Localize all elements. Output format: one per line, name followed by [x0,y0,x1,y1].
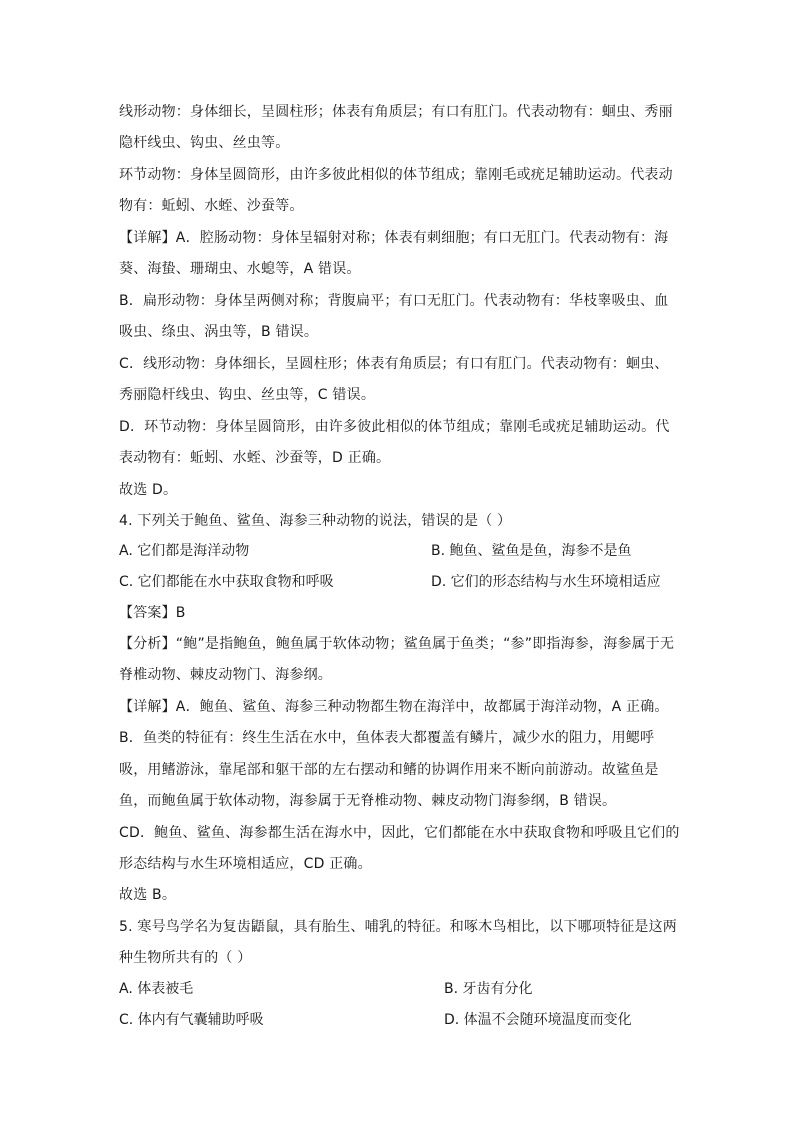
q5-option-c: C. 体内有气囊辅助呼吸 [119,1012,264,1028]
q5-option-b: B. 牙齿有分化 [444,981,533,997]
text-line: 形态结构与水生环境相适应，CD 正确。 [119,856,372,872]
text-line: C．线形动物：身体细长，呈圆柱形；体表有角质层；有口有肛门。代表动物有：蛔虫、 [119,356,669,372]
q4-option-b: B. 鲍鱼、鲨鱼是鱼，海参不是鱼 [431,543,632,559]
text-line: 【详解】A．腔肠动物：身体呈辐射对称；体表有刺细胞；有口无肛门。代表动物有：海 [119,230,669,246]
text-line: 表动物有：蚯蚓、水蛭、沙蚕等，D 正确。 [119,450,391,466]
text-line: 种生物所共有的（ ） [119,950,252,966]
q5-option-d: D. 体温不会随环境温度而变化 [444,1012,632,1028]
text-line: 【详解】A．鲍鱼、鲨鱼、海参三种动物都生物在海洋中，故都属于海洋动物，A 正确。 [119,699,669,715]
text-line: 故选 D。 [119,482,178,498]
text-line: 物有：蚯蚓、水蛭、沙蚕等。 [119,198,304,214]
text-line: B．鱼类的特征有：终生生活在水中，鱼体表大都覆盖有鳞片，减少水的阻力，用鳃呼 [119,730,655,746]
text-line: D．环节动物：身体呈圆筒形，由许多彼此相似的体节组成；靠刚毛或疣足辅助运动。代 [119,419,670,435]
text-line: 线形动物：身体细长，呈圆柱形；体表有角质层；有口有肛门。代表动物有：蛔虫、秀丽 [119,104,673,120]
text-line: 葵、海蛰、珊瑚虫、水螅等，A 错误。 [119,261,361,277]
question-5: 5. 寒号鸟学名为复齿鼯鼠，具有胎生、哺乳的特征。和啄木鸟相比，以下哪项特征是这两 [119,919,678,935]
q4-option-d: D. 它们的形态结构与水生环境相适应 [431,574,661,590]
text-line: 吸，用鳍游泳，靠尾部和躯干部的左右摆动和鳍的协调作用来不断向前游动。故鲨鱼是 [119,762,659,778]
text-line: 脊椎动物、棘皮动物门、海参纲。 [119,667,332,683]
text-line: 【分析】“鲍”是指鲍鱼，鲍鱼属于软体动物；鲨鱼属于鱼类；“参”即指海参，海参属于无 [119,636,675,652]
question-4: 4. 下列关于鲍鱼、鲨鱼、海参三种动物的说法，错误的是（ ） [119,513,512,529]
text-line: 秀丽隐杆线虫、钩虫、丝虫等，C 错误。 [119,387,376,403]
text-line: B．扁形动物：身体呈两侧对称；背腹扁平；有口无肛门。代表动物有：华枝睾吸虫、血 [119,293,669,309]
q5-option-a: A. 体表被毛 [119,981,194,997]
q4-option-c: C. 它们都能在水中获取食物和呼吸 [119,574,334,590]
q4-option-a: A. 它们都是海洋动物 [119,543,250,559]
answer-line: 【答案】B [119,605,186,621]
text-line: 故选 B。 [119,887,177,903]
text-line: 环节动物：身体呈圆筒形，由许多彼此相似的体节组成；靠刚毛或疣足辅助运动。代表动 [119,167,673,183]
text-line: 鱼，而鲍鱼属于软体动物，海参属于无脊椎动物、棘皮动物门海参纲，B 错误。 [119,793,617,809]
text-line: CD．鲍鱼、鲨鱼、海参都生活在海水中，因此，它们都能在水中获取食物和呼吸且它们的 [119,825,680,841]
text-line: 吸虫、绦虫、涡虫等，B 错误。 [119,324,319,340]
text-line: 隐杆线虫、钩虫、丝虫等。 [119,135,290,151]
